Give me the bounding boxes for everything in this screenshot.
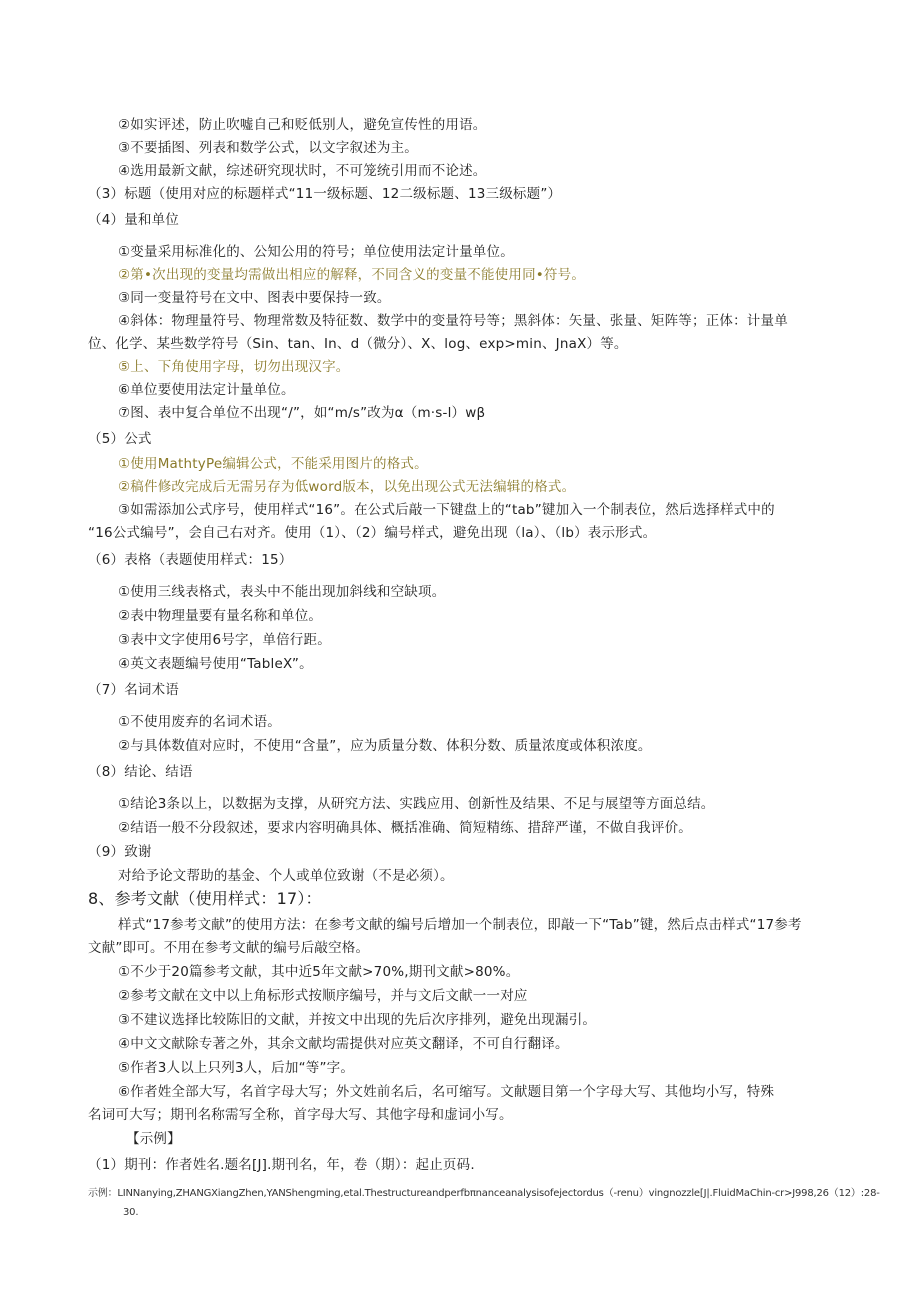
section-heading: （6）表格（表题使用样式：15）	[88, 552, 293, 568]
section-heading: （7）名词术语	[88, 682, 179, 698]
example-citation: 30.	[123, 1207, 139, 1218]
text-line: ④英文表题编号使用“TableX”。	[118, 656, 313, 672]
text-line: ⑤作者3人以上只列3人，后加“等”字。	[118, 1060, 355, 1076]
text-line: ③不建议选择比较陈旧的文献，并按文中出现的先后次序排列，避免出现漏引。	[118, 1012, 597, 1028]
text-line: “16公式编号”，会自己右对齐。使用（1）、（2）编号样式，避免出现（la）、（lb）表示形式。	[88, 525, 657, 541]
section-heading: （3）标题（使用对应的标题样式“11一级标题、12二级标题、13三级标题”）	[88, 186, 562, 202]
text-line: 文献”即可。不用在参考文献的编号后敲空格。	[88, 940, 370, 956]
text-line: ②如实评述，防止吹嘘自己和贬低别人，避免宣传性的用语。	[118, 117, 487, 133]
text-line: ②结语一般不分段叙述，要求内容明确具体、概括准确、简短精练、措辞严谨，不做自我评价。	[118, 820, 693, 836]
section-heading: （9）致谢	[88, 844, 152, 860]
text-line: ③不要插图、列表和数学公式，以文字叙述为主。	[118, 140, 419, 156]
section-8-heading: 8、参考文献（使用样式：17）：	[88, 889, 322, 908]
example-label: 【示例】	[126, 1131, 181, 1147]
text-line: ④斜体：物理量符号、物理常数及特征数、数学中的变量符号等；黑斜体：矢量、张量、矩阵等；正体：计量单	[118, 313, 788, 329]
text-line: ①使用三线表格式，表头中不能出现加斜线和空缺项。	[118, 584, 446, 600]
text-line: ③表中文字使用6号字，单倍行距。	[118, 632, 331, 648]
text-line: ③如需添加公式序号，使用样式“16”。在公式后敲一下键盘上的“tab”键加入一个制表位，然后选择样式中的	[118, 502, 775, 518]
example-citation: 示例：LINNanying,ZHANGXiangZhen,YANShengming,etal.Thestructureandperfbπnanceanalysisofejectordus（-renu）vingnozzle[J|.FluidMaChin-cr>J998,26（12）:28-	[88, 1188, 880, 1199]
text-line: ⑥单位要使用法定计量单位。	[118, 382, 295, 398]
highlighted-line: ⑤上、下角使用字母，切勿出现汉字。	[118, 359, 350, 375]
text-line: ②与具体数值对应时，不使用“含量”，应为质量分数、体积分数、质量浓度或体积浓度。	[118, 738, 652, 754]
text-line: ⑦图、表中复合单位不出现“/”，如“m/s”改为α（m·s-l）wβ	[118, 405, 486, 421]
text-line: ④选用最新文献，综述研究现状时，不可笼统引用而不论述。	[118, 163, 487, 179]
text-line: ①不少于20篇参考文献，其中近5年文献>70%,期刊文献>80%。	[118, 964, 520, 980]
text-line: ①不使用废弃的名词术语。	[118, 714, 282, 730]
text-line: 样式“17参考文献”的使用方法：在参考文献的编号后增加一个制表位，即敲一下“Tab”键，然后点击样式“17参考	[118, 917, 802, 933]
section-heading: （4）量和单位	[88, 212, 179, 228]
text-line: 对给予论文帮助的基金、个人或单位致谢（不是必须）。	[118, 868, 454, 884]
highlighted-line: ①使用MathtyPe编辑公式，不能采用图片的格式。	[118, 456, 428, 472]
text-line: ②参考文献在文中以上角标形式按顺序编号，并与文后文献一一对应	[118, 988, 528, 1004]
text-line: ④中文文献除专著之外，其余文献均需提供对应英文翻译，不可自行翻译。	[118, 1036, 569, 1052]
text-line: 位、化学、某些数学符号（Sin、tan、In、d（微分）、X、log、exp>min、JnaX）等。	[88, 336, 628, 352]
text-line: ⑥作者姓全部大写，名首字母大写；外文姓前名后，名可缩写。文献题目第一个字母大写、其他均小写，特殊	[118, 1084, 775, 1100]
text-line: ③同一变量符号在文中、图表中要保持一致。	[118, 290, 391, 306]
text-line: （1）期刊：作者姓名.题名[J].期刊名，年，卷（期）：起止页码.	[88, 1157, 475, 1173]
text-line: 名词可大写；期刊名称需写全称，首字母大写、其他字母和虚词小写。	[88, 1107, 513, 1123]
text-line: ②表中物理量要有量名称和单位。	[118, 608, 323, 624]
highlighted-line: ②第•次出现的变量均需做出相应的解释，不同含义的变量不能使用同•符号。	[118, 267, 586, 283]
highlighted-line: ②稿件修改完成后无需另存为低word版本，以免出现公式无法编辑的格式。	[118, 479, 576, 495]
section-heading: （8）结论、结语	[88, 764, 193, 780]
section-heading: （5）公式	[88, 431, 152, 447]
text-line: ①变量采用标准化的、公知公用的符号；单位使用法定计量单位。	[118, 244, 514, 260]
text-line: ①结论3条以上，以数据为支撑，从研究方法、实践应用、创新性及结果、不足与展望等方面总结。	[118, 796, 715, 812]
